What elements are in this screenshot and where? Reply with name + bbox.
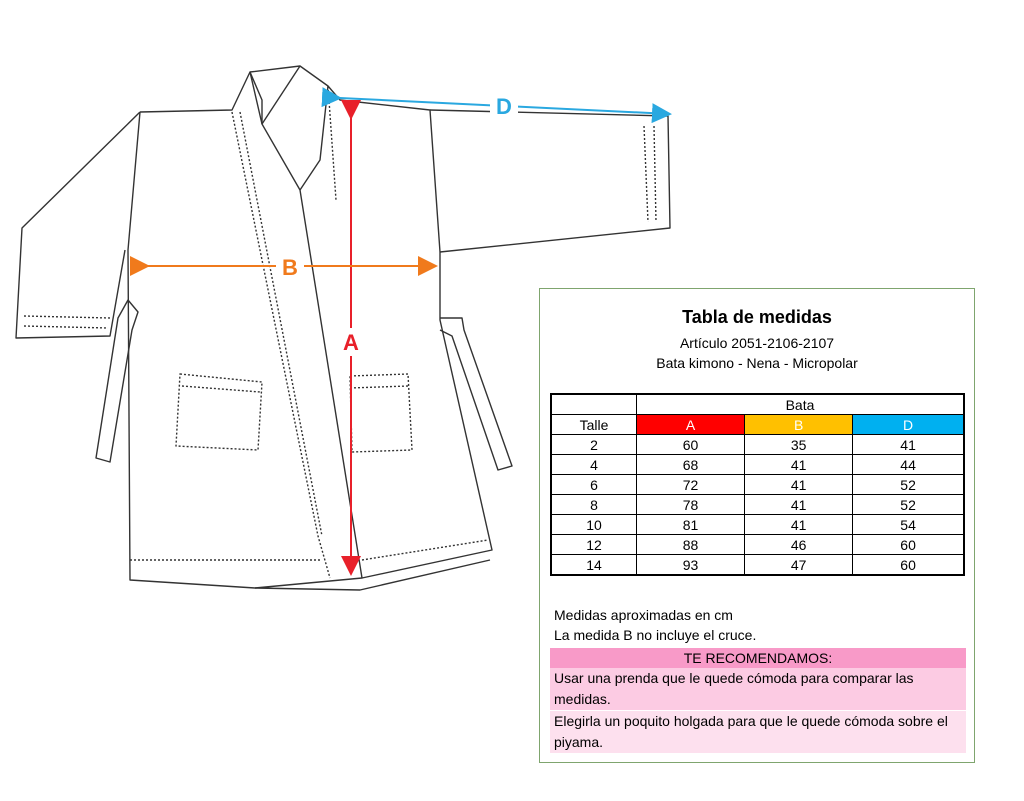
cell-b: 41	[745, 455, 853, 475]
cell-b: 41	[745, 475, 853, 495]
cell-talle: 2	[551, 435, 637, 455]
table-row	[551, 535, 964, 555]
cell-a: 60	[637, 435, 745, 455]
cell-d: 60	[853, 535, 964, 555]
cell-d: 60	[853, 555, 964, 576]
cell-talle: 14	[551, 555, 637, 576]
table-row	[551, 435, 964, 455]
table-row	[551, 455, 964, 475]
recommend-heading: TE RECOMENDAMOS:	[550, 648, 966, 668]
recommend-line: medidas.	[554, 691, 611, 707]
cell-a: 88	[637, 535, 745, 555]
product-name: Bata kimono - Nena - Micropolar	[656, 355, 858, 371]
recommend-item	[550, 668, 966, 710]
cell-d: 44	[853, 455, 964, 475]
table-row	[551, 495, 964, 515]
cell-a: 78	[637, 495, 745, 515]
cell-b: 41	[745, 495, 853, 515]
size-header: Talle	[551, 415, 637, 435]
cell-talle: 6	[551, 475, 637, 495]
column-a-header: A	[637, 415, 745, 435]
table-header-row	[551, 415, 964, 435]
cell-a: 68	[637, 455, 745, 475]
cell-b: 35	[745, 435, 853, 455]
label-a: A	[343, 330, 359, 355]
table-group-row	[551, 394, 964, 415]
cell-b: 47	[745, 555, 853, 576]
cell-b: 46	[745, 535, 853, 555]
article-code: Artículo 2051-2106-2107	[679, 335, 835, 351]
cell-a: 72	[637, 475, 745, 495]
cell-d: 52	[853, 475, 964, 495]
label-b: B	[282, 255, 298, 280]
size-chart-card	[539, 288, 975, 763]
card-title: Tabla de medidas	[682, 307, 832, 327]
table-row	[551, 555, 964, 576]
cell-a: 81	[637, 515, 745, 535]
cell-a: 93	[637, 555, 745, 576]
column-b-header: B	[745, 415, 853, 435]
cell-talle: 12	[551, 535, 637, 555]
recommend-line: Elegirla un poquito holgada para que le quede cómoda sobre el	[554, 713, 948, 729]
note-measure-b: La medida B no incluye el cruce.	[554, 627, 757, 643]
cell-d: 41	[853, 435, 964, 455]
size-table	[550, 393, 965, 576]
group-header: Bata	[637, 394, 965, 415]
cell-d: 54	[853, 515, 964, 535]
column-d-header: D	[853, 415, 964, 435]
recommend-line: piyama.	[554, 734, 604, 750]
table-row	[551, 475, 964, 495]
cell-talle: 10	[551, 515, 637, 535]
cell-talle: 4	[551, 455, 637, 475]
note-units: Medidas aproximadas en cm	[554, 607, 733, 623]
label-d: D	[496, 94, 512, 119]
cell-b: 41	[745, 515, 853, 535]
recommend-item	[550, 711, 966, 753]
cell-d: 52	[853, 495, 964, 515]
table-row	[551, 515, 964, 535]
recommend-line: Usar una prenda que le quede cómoda para comparar las	[554, 670, 914, 686]
cell-talle: 8	[551, 495, 637, 515]
